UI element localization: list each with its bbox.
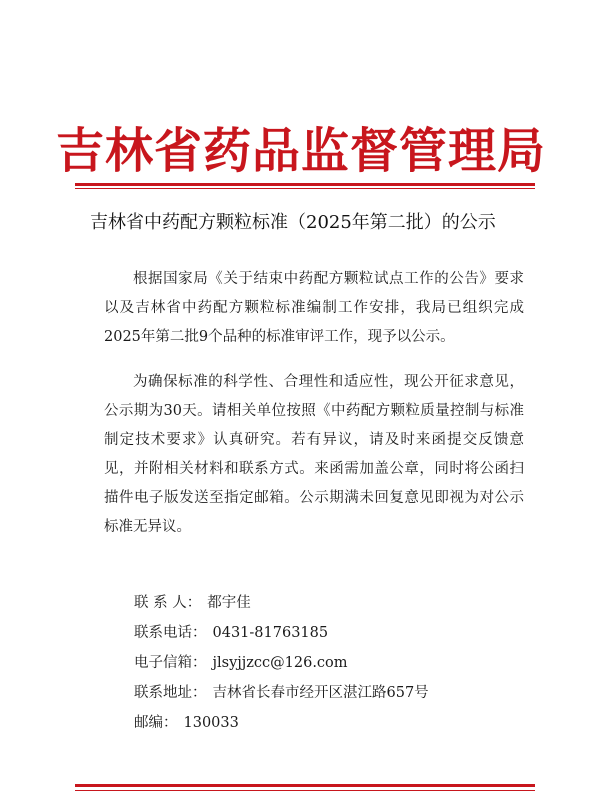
red-divider-bottom	[75, 784, 535, 787]
contact-email-value[interactable]: jlsyjjzcc@126.com	[212, 655, 348, 671]
contact-email-label: 电子信箱：	[134, 655, 207, 671]
document-title: 吉林省中药配方颗粒标准（2025年第二批）的公示	[90, 212, 496, 233]
contact-address-value: 吉林省长春市经开区湛江路657号	[212, 685, 429, 701]
contact-postcode-value: 130033	[183, 715, 239, 731]
red-divider-top-thin	[75, 188, 535, 189]
contact-email-row	[134, 648, 554, 678]
contact-postcode-label: 邮编：	[134, 715, 178, 731]
contact-phone-row	[134, 618, 554, 648]
contact-phone-value: 0431-81763185	[212, 625, 329, 641]
letterhead-title: 吉林省药品监督管理局	[55, 123, 546, 179]
contact-person-label: 联 系 人：	[134, 595, 202, 611]
contact-person-row	[134, 588, 554, 618]
contact-person-value: 都宇佳	[207, 595, 251, 611]
body-paragraph-2: 为确保标准的科学性、合理性和适应性，现公开征求意见，公示期为30天。请相关单位按照《中药配方颗粒质量控制与标准制定技术要求》认真研究。若有异议，请及时来函提交反馈意见，并附相关材料和联系方式。来函需加盖公章，同时将公函扫描件电子版发送至指定邮箱。公示期满未回复意见即视为对公示标准无异议。	[104, 374, 524, 535]
red-divider-top	[75, 183, 535, 186]
contact-block	[134, 588, 554, 738]
body-paragraph-1: 根据国家局《关于结束中药配方颗粒试点工作的公告》要求以及吉林省中药配方颗粒标准编制工作安排，我局已组织完成2025年第二批9个品种的标准审评工作，现予以公示。	[104, 271, 524, 345]
contact-postcode-row	[134, 708, 554, 738]
contact-address-label: 联系地址：	[134, 685, 207, 701]
contact-address-row	[134, 678, 554, 708]
contact-phone-label: 联系电话：	[134, 625, 207, 641]
red-divider-bottom-thin	[75, 790, 535, 791]
